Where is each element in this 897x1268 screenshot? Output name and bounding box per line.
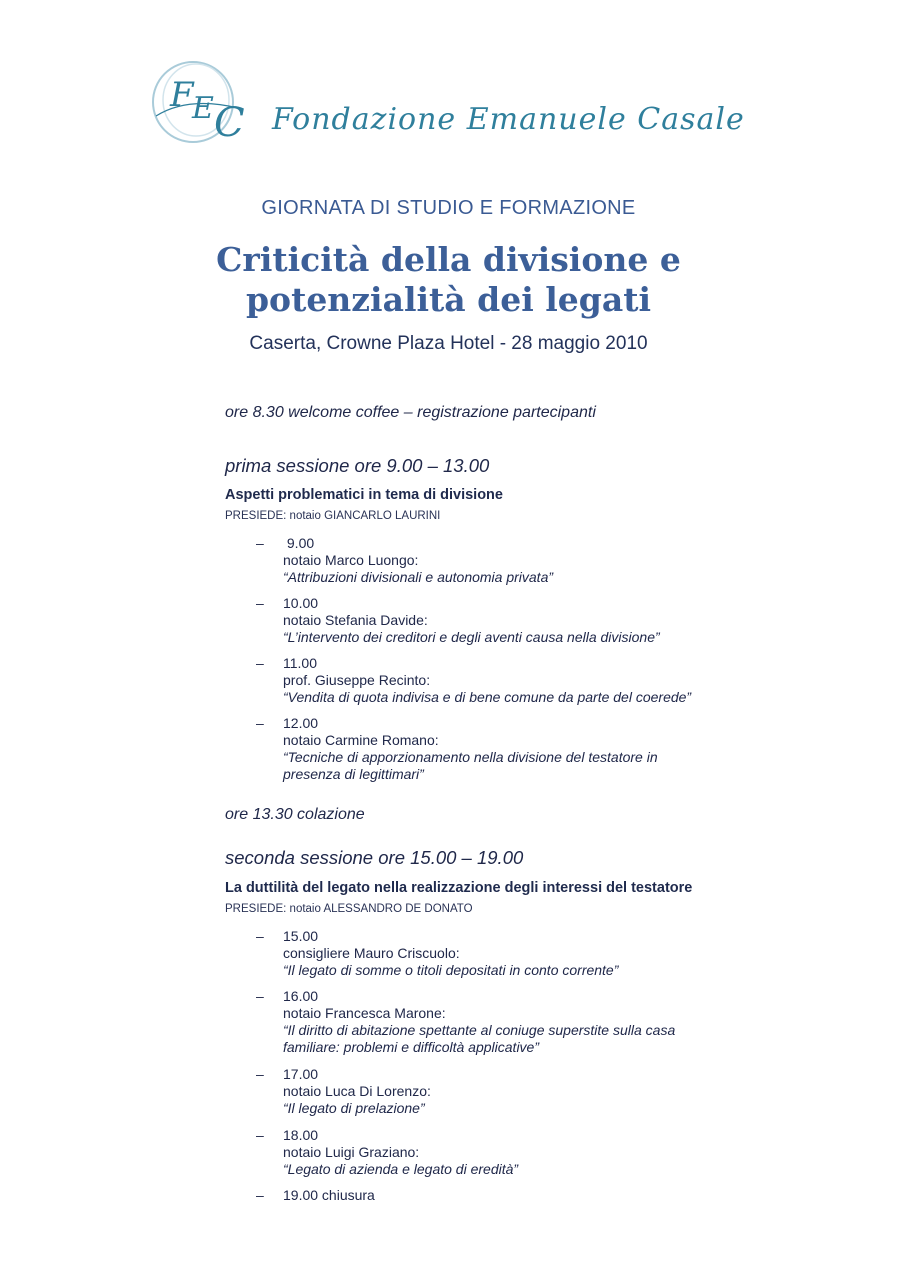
session2-president: PRESIEDE: notaio ALESSANDRO DE DONATO [225,903,473,915]
talk-title: “Il legato di somme o titoli depositati in conto corrente” [283,962,619,978]
list-dash: – [256,655,264,671]
talk-speaker: notaio Carmine Romano: [283,732,439,748]
list-dash: – [256,715,264,731]
session2-topic: La duttilità del legato nella realizzazione degli interessi del testatore [225,880,693,896]
event-title-line1: Criticità della divisione e [216,240,681,279]
closing-line: 19.00 chiusura [283,1187,375,1203]
event-title [0,240,897,320]
welcome-line: ore 8.30 welcome coffee – registrazione partecipanti [225,404,596,421]
event-venue-date: Caserta, Crowne Plaza Hotel - 28 maggio 2010 [249,333,648,354]
foundation-name: Fondazione Emanuele Casale [272,102,745,137]
talk-title: “L’intervento dei creditori e degli aventi causa nella divisione” [283,629,660,645]
svg-text:E: E [192,91,214,126]
foundation-logo [148,56,258,152]
list-dash: – [256,1066,264,1082]
session1-president: PRESIEDE: notaio GIANCARLO LAURINI [225,510,441,522]
list-dash: – [256,535,264,551]
list-dash: – [256,1127,264,1143]
event-title-line2: potenzialità dei legati [245,280,652,319]
talk-time: 10.00 [283,595,319,611]
talk-title: “Il diritto di abitazione spettante al coniuge superstite sulla casa familiare: problemi e difficoltà applicative” [283,1022,676,1055]
talk-speaker: prof. Giuseppe Recinto: [283,672,431,688]
talk-title: “Il legato di prelazione” [283,1100,425,1116]
talk-time: 18.00 [283,1127,319,1143]
talk-speaker: notaio Francesca Marone: [283,1005,446,1021]
talk-title: “Attribuzioni divisionali e autonomia privata” [283,569,554,585]
talk-title: “Legato di azienda e legato di eredità” [283,1161,519,1177]
talk-title: “Vendita di quota indivisa e di bene comune da parte del coerede” [283,689,692,705]
list-dash: – [256,928,264,944]
lunch-line: ore 13.30 colazione [225,806,365,823]
talk-speaker: notaio Stefania Davide: [283,612,428,628]
talk-time: 9.00 [283,535,315,551]
talk-time: 12.00 [283,715,319,731]
list-dash: – [256,1187,264,1203]
talk-speaker: consigliere Mauro Criscuolo: [283,945,460,961]
session1-topic: Aspetti problematici in tema di divisione [225,487,503,503]
session1-heading: prima sessione ore 9.00 – 13.00 [225,455,490,476]
svg-text:C: C [214,100,245,146]
session2-heading: seconda sessione ore 15.00 – 19.00 [225,847,524,868]
talk-speaker: notaio Luigi Graziano: [283,1144,420,1160]
event-subtitle: GIORNATA DI STUDIO E FORMAZIONE [261,197,636,219]
talk-time: 17.00 [283,1066,319,1082]
talk-time: 15.00 [283,928,319,944]
list-dash: – [256,595,264,611]
talk-title: “Tecniche di apporzionamento nella divisione del testatore in presenza di legittimari” [283,749,658,782]
talk-speaker: notaio Marco Luongo: [283,552,419,568]
svg-text:F: F [170,75,194,115]
talk-time: 11.00 [283,655,317,671]
list-dash: – [256,988,264,1004]
talk-speaker: notaio Luca Di Lorenzo: [283,1083,431,1099]
talk-time: 16.00 [283,988,319,1004]
